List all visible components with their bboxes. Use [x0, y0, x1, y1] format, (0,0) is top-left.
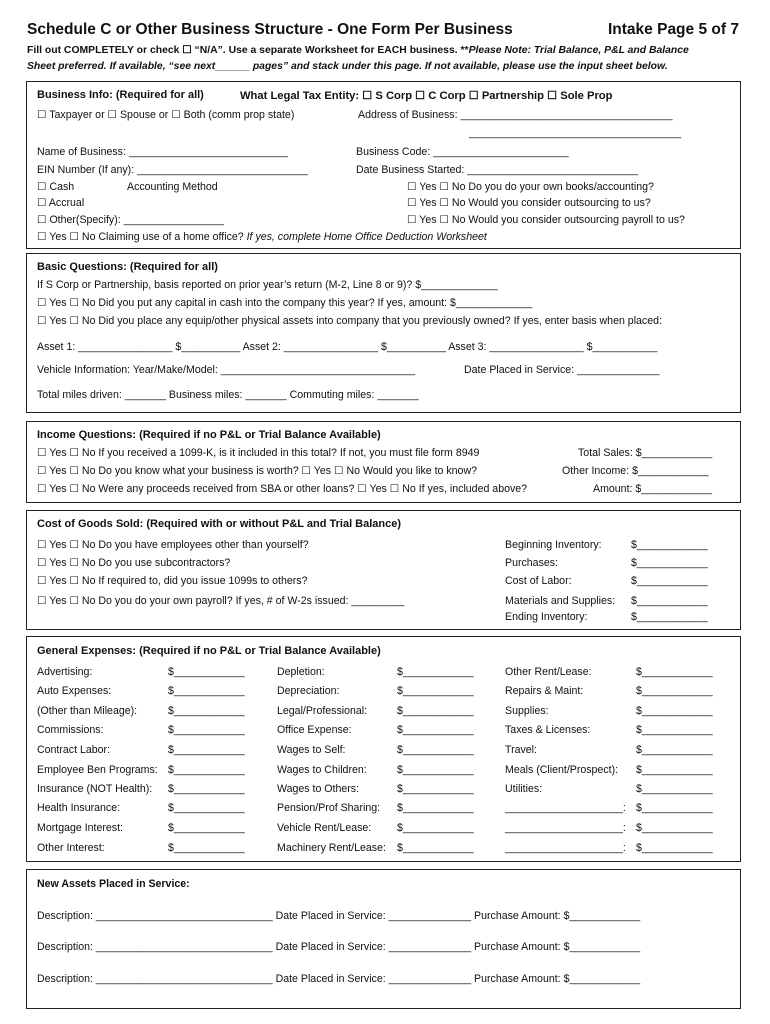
date-started-field[interactable]: Date Business Started: _____________________________ — [356, 164, 639, 176]
cogs-amount-field[interactable]: $____________ — [631, 595, 708, 607]
expense-label: Wages to Others: — [277, 783, 360, 795]
expense-amount-field[interactable]: $____________ — [397, 666, 474, 678]
expense-amount-field[interactable]: $____________ — [636, 724, 713, 736]
general-expenses-section — [26, 636, 741, 862]
expense-label: Other Interest: — [37, 842, 105, 854]
expense-amount-field[interactable]: $____________ — [636, 666, 713, 678]
cogs-item-label: Materials and Supplies: — [505, 595, 616, 607]
assets-row[interactable]: Asset 1: ________________ $__________ Asset 2: ________________ $__________ Asset 3: ________________ $___________ — [37, 341, 658, 353]
expense-label: Employee Ben Programs: — [37, 764, 158, 776]
expense-label: Wages to Self: — [277, 744, 346, 756]
cogs-payroll-question[interactable]: ☐ Yes ☐ No Do you do your own payroll? If yes, # of W-2s issued: _________ — [37, 595, 405, 607]
expense-amount-field[interactable]: $____________ — [636, 783, 713, 795]
expense-label: Wages to Children: — [277, 764, 367, 776]
expense-label: Meals (Client/Prospect): — [505, 764, 619, 776]
cogs-item-label: Beginning Inventory: — [505, 539, 602, 551]
vehicle-info-field[interactable]: Vehicle Information: Year/Make/Model: _________________________________ — [37, 364, 416, 376]
expense-amount-field[interactable]: $____________ — [168, 705, 245, 717]
income-question-1099k[interactable]: ☐ Yes ☐ No If you received a 1099-K, is it included in this total? If not, you must file form 8949 — [37, 447, 480, 459]
expense-label: Utilities: — [505, 783, 543, 795]
expense-label: Insurance (NOT Health): — [37, 783, 153, 795]
accrual-checkbox[interactable]: ☐ Accrual — [37, 197, 85, 209]
business-code-field[interactable]: Business Code: _______________________ — [356, 146, 569, 158]
expense-label: Depletion: — [277, 666, 325, 678]
expense-label: Pension/Prof Sharing: — [277, 802, 381, 814]
income-questions-heading: Income Questions: (Required if no P&L or Trial Balance Available) — [37, 429, 381, 441]
expense-amount-field[interactable]: $____________ — [636, 705, 713, 717]
expense-amount-field[interactable]: $____________ — [168, 842, 245, 854]
cogs-subcontractors-question[interactable]: ☐ Yes ☐ No Do you use subcontractors? — [37, 557, 231, 569]
expense-amount-field[interactable]: $____________ — [397, 842, 474, 854]
expense-amount-field[interactable]: $____________ — [168, 724, 245, 736]
expense-amount-field[interactable]: $____________ — [397, 685, 474, 697]
expense-label: ____________________: — [505, 842, 626, 854]
business-name-field[interactable]: Name of Business: ___________________________ — [37, 146, 288, 158]
expense-label: Vehicle Rent/Lease: — [277, 822, 372, 834]
ein-field[interactable]: EIN Number (If any): _____________________________ — [37, 164, 308, 176]
instructions-line-1: Fill out COMPLETELY or check ☐ “N/A”. Use a separate Worksheet for EACH business. **Please Note: Trial Balance, P&L and Balance — [27, 45, 689, 56]
cogs-item-label: Ending Inventory: — [505, 611, 588, 623]
sba-amount-field[interactable]: Amount: $____________ — [593, 483, 712, 495]
expense-label: ____________________: — [505, 822, 626, 834]
expense-label: ____________________: — [505, 802, 626, 814]
expense-label: Auto Expenses: — [37, 685, 112, 697]
expense-amount-field[interactable]: $____________ — [168, 744, 245, 756]
cogs-amount-field[interactable]: $____________ — [631, 575, 708, 587]
expense-label: Supplies: — [505, 705, 549, 717]
expense-label: Health Insurance: — [37, 802, 121, 814]
total-sales-field[interactable]: Total Sales: $____________ — [578, 447, 713, 459]
expense-label: Repairs & Maint: — [505, 685, 584, 697]
expense-label: Machinery Rent/Lease: — [277, 842, 386, 854]
expense-amount-field[interactable]: $____________ — [397, 724, 474, 736]
expense-amount-field[interactable]: $____________ — [636, 764, 713, 776]
general-expenses-heading: General Expenses: (Required if no P&L or Trial Balance Available) — [37, 645, 381, 657]
new-asset-row[interactable]: Description: ______________________________ Date Placed in Service: ______________ Purchase Amount: $____________ — [37, 941, 641, 953]
outsource-question[interactable]: ☐ Yes ☐ No Would you consider outsourcing to us? — [407, 197, 651, 209]
expense-label: Contract Labor: — [37, 744, 111, 756]
cogs-heading: Cost of Goods Sold: (Required with or without P&L and Trial Balance) — [37, 518, 402, 530]
expense-label: Taxes & Licenses: — [505, 724, 591, 736]
cogs-employees-question[interactable]: ☐ Yes ☐ No Do you have employees other than yourself? — [37, 539, 309, 551]
outsource-payroll-question[interactable]: ☐ Yes ☐ No Would you consider outsourcing payroll to us? — [407, 214, 685, 226]
cash-checkbox[interactable]: ☐ Cash — [37, 181, 75, 193]
expense-amount-field[interactable]: $____________ — [397, 764, 474, 776]
expense-amount-field[interactable]: $____________ — [168, 822, 245, 834]
expense-label: Other Rent/Lease: — [505, 666, 592, 678]
cogs-item-label: Cost of Labor: — [505, 575, 572, 587]
expense-label: Office Expense: — [277, 724, 352, 736]
cogs-1099s-question[interactable]: ☐ Yes ☐ No If required to, did you issue 1099s to others? — [37, 575, 308, 587]
income-question-worth[interactable]: ☐ Yes ☐ No Do you know what your business is worth? ☐ Yes ☐ No Would you like to know? — [37, 465, 477, 477]
expense-label: Travel: — [505, 744, 537, 756]
new-asset-row[interactable]: Description: ______________________________ Date Placed in Service: ______________ Purchase Amount: $____________ — [37, 910, 641, 922]
expense-label: Depreciation: — [277, 685, 340, 697]
equipment-question[interactable]: ☐ Yes ☐ No Did you place any equip/other physical assets into company that you previously owned? If yes, enter basis when placed: — [37, 315, 662, 327]
expense-amount-field[interactable]: $____________ — [636, 822, 713, 834]
cogs-amount-field[interactable]: $____________ — [631, 557, 708, 569]
expense-amount-field[interactable]: $____________ — [168, 666, 245, 678]
cogs-item-label: Purchases: — [505, 557, 558, 569]
capital-question[interactable]: ☐ Yes ☐ No Did you put any capital in cash into the company this year? If yes, amount: $_____________ — [37, 297, 533, 309]
page-indicator: Intake Page 5 of 7 — [608, 21, 739, 38]
expense-amount-field[interactable]: $____________ — [397, 822, 474, 834]
vehicle-date-placed-field[interactable]: Date Placed in Service: ______________ — [464, 364, 660, 376]
expense-label: Legal/Professional: — [277, 705, 368, 717]
expense-label: Commissions: — [37, 724, 104, 736]
expense-amount-field[interactable]: $____________ — [168, 802, 245, 814]
expense-amount-field[interactable]: $____________ — [397, 705, 474, 717]
home-office-question[interactable]: ☐ Yes ☐ No Claiming use of a home office? If yes, complete Home Office Deduction Worksheet — [37, 231, 487, 243]
expense-amount-field[interactable]: $____________ — [168, 783, 245, 795]
expense-amount-field[interactable]: $____________ — [397, 783, 474, 795]
instructions-line-2: Sheet preferred. If available, “see next______ pages” and stack under this page. If not available, please use the input sheet below. — [27, 61, 668, 72]
expense-amount-field[interactable]: $____________ — [168, 764, 245, 776]
address-field[interactable]: Address of Business: ____________________________________ — [358, 109, 673, 121]
new-assets-heading: New Assets Placed in Service: — [37, 878, 190, 890]
accounting-method-label: Accounting Method — [127, 181, 218, 193]
taxpayer-checkboxes[interactable]: ☐ Taxpayer or ☐ Spouse or ☐ Both (comm prop state) — [37, 109, 295, 121]
income-question-sba[interactable]: ☐ Yes ☐ No Were any proceeds received from SBA or other loans? ☐ Yes ☐ No If yes, included above? — [37, 483, 528, 495]
expense-amount-field[interactable]: $____________ — [168, 685, 245, 697]
expense-amount-field[interactable]: $____________ — [397, 802, 474, 814]
new-assets-section — [26, 869, 741, 1009]
miles-row[interactable]: Total miles driven: _______ Business miles: _______ Commuting miles: _______ — [37, 389, 419, 401]
address-field-line-2[interactable]: ____________________________________ — [469, 127, 682, 139]
cogs-amount-field[interactable]: $____________ — [631, 539, 708, 551]
business-info-heading: Business Info: (Required for all) — [37, 89, 204, 101]
new-asset-row[interactable]: Description: ______________________________ Date Placed in Service: ______________ Purchase Amount: $____________ — [37, 973, 641, 985]
other-income-field[interactable]: Other Income: $____________ — [562, 465, 709, 477]
other-method-field[interactable]: ☐ Other(Specify): _________________ — [37, 214, 224, 226]
expense-label: Advertising: — [37, 666, 93, 678]
form-title: Schedule C or Other Business Structure - One Form Per Business — [27, 21, 513, 38]
expense-label: Mortgage Interest: — [37, 822, 123, 834]
own-books-question[interactable]: ☐ Yes ☐ No Do you do your own books/accounting? — [407, 181, 654, 193]
expense-amount-field[interactable]: $____________ — [636, 842, 713, 854]
expense-amount-field[interactable]: $____________ — [636, 802, 713, 814]
basic-questions-heading: Basic Questions: (Required for all) — [37, 261, 218, 273]
cogs-amount-field[interactable]: $____________ — [631, 611, 708, 623]
legal-entity-field[interactable]: What Legal Tax Entity: ☐ S Corp ☐ C Corp ☐ Partnership ☐ Sole Prop — [240, 90, 613, 102]
expense-amount-field[interactable]: $____________ — [397, 744, 474, 756]
expense-label: (Other than Mileage): — [37, 705, 138, 717]
expense-amount-field[interactable]: $____________ — [636, 685, 713, 697]
expense-amount-field[interactable]: $____________ — [636, 744, 713, 756]
basis-question[interactable]: If S Corp or Partnership, basis reported on prior year’s return (M-2, Line 8 or 9)? $_____________ — [37, 279, 498, 291]
